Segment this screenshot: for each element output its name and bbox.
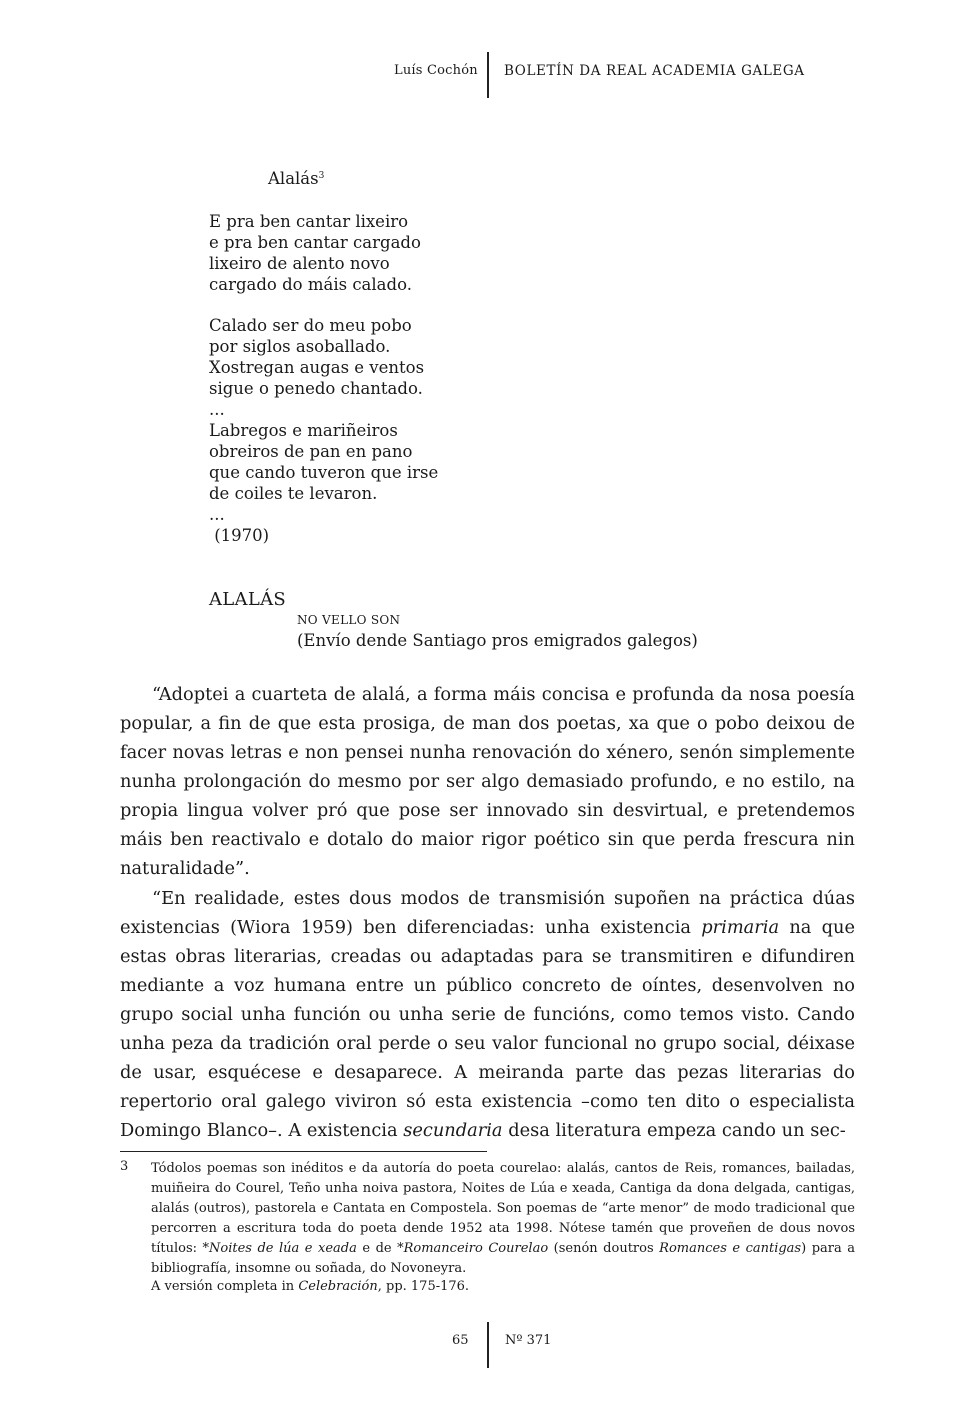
poem-line: que cando tuveron que irse [209,463,439,482]
poem-line: de coiles te levaron. [209,484,378,503]
footnote-divider [120,1151,487,1152]
section-title: ALALÁS [209,589,287,610]
page-number: 65 [452,1333,469,1348]
body-paragraph-2 [120,884,855,1145]
footnote-text-part: ) para a bibliografía, insomne ou soñada, do Novoneyra. [151,1241,855,1276]
poem-date: (1970) [209,526,270,545]
poem-title-text: Alalás [268,169,319,188]
poem-line: sigue o penedo chantado. [209,379,423,398]
poem-line: E pra ben cantar lixeiro [209,212,409,231]
paragraph-text-part: “En realidade, estes dous modos de transmisión supoñen na práctica dúas existencias (Wiora 1959) ben diferenciadas: unha existencia [120,888,855,938]
paragraph-text: “Adoptei a cuarteta de alalá, a forma máis concisa e profunda da nosa poesía popular, a fin de que esta prosiga, de man dos poetas, xa que o pobo deixou de facer novas letras e non pensei nunha renovación do xénero, senón simplemente nunha prolongación do mesmo por ser algo demasiado profundo, e no estilo, na propia lingua volver pró que pose ser innovado sin desvirtual, e pretendemos máis ben reactivalo e dotalo do maior rigor poético sin que perda frescura nin naturalidade”. [120,684,855,879]
footnote-ref: 3 [318,171,325,181]
issue-number: Nº 371 [505,1333,552,1348]
footnote-title-romanceiro: Romanceiro Courelao [403,1241,549,1256]
poem-line: cargado do máis calado. [209,275,412,294]
footer-divider [487,1322,489,1368]
poem-title [268,169,324,188]
paragraph-text-part: na que estas obras literarias, creadas ou adaptadas para se transmitiren e difundiren mediante a voz humana entre un público concreto de oíntes, desenvolven no grupo social unha función ou unha serie de funcións, como temos visto. Cando unha peza da tradición oral perde o seu valor funcional no grupo social, déixase de usar, esquécese e desaparece. A meiranda parte das pezas literarias do repertorio oral galego viviron só esta existencia –como ten dito o especialista Domingo Blanco–. A existencia [120,917,855,1141]
footnote-title-noites: Noites de lúa e xeada [209,1241,357,1256]
footnote-text-part: A versión completa in [151,1279,299,1294]
footnote-number: 3 [120,1159,129,1174]
poem-stanza-1 [209,211,421,295]
poem-line: por siglos asoballado. [209,337,391,356]
poem-line: Calado ser do meu pobo [209,316,412,335]
body-paragraph-1 [120,680,855,883]
footnote-text-part: (senón doutros [548,1241,660,1256]
emphasis-primaria: primaria [701,917,780,938]
poem-line: Xostregan augas e ventos [209,358,425,377]
header-divider [487,52,489,98]
poem-line: lixeiro de alento novo [209,254,390,273]
poem-ellipsis: ... [209,400,225,419]
paragraph-text [120,884,855,1145]
footnote-title-romances: Romances e cantigas [659,1241,802,1256]
poem-line: Labregos e mariñeiros [209,421,398,440]
footnote-source [151,1279,469,1294]
footnote-text-part: Tódolos poemas son inéditos e da autoría do poeta courelao: alalás, cantos de Reis, romances, bailadas, muiñeira do Courel, Teño unha noiva pastora, Noites de Lúa e xeada, Cantiga da dona delgada, cantigas, alalás (outros), pastorela e Cantata en Compostela. Son poemas de “arte menor” de modo tradicional que percorren a escritura toda do poeta dende 1952 ata 1998. Nótese tamén que proveñen de dous novos títulos: * [151,1161,855,1256]
poem-stanza-2 [209,315,438,546]
footnote-text-part: e de * [356,1241,404,1256]
poem-line: obreiros de pan en pano [209,442,413,461]
poem-ellipsis: ... [209,505,225,524]
footnote-text-part: , pp. 175-176. [377,1279,470,1294]
footnote-title-celebracion: Celebración [298,1279,378,1294]
running-header-author: Luís Cochón [394,63,478,78]
running-header-journal: BOLETÍN DA REAL ACADEMIA GALEGA [504,63,805,79]
emphasis-secundaria: secundaria [403,1120,503,1141]
poem-line: e pra ben cantar cargado [209,233,421,252]
section-subtitle: NO VELLO SON [297,613,401,627]
section-dedication: (Envío dende Santiago pros emigrados galegos) [297,631,698,650]
footnote-text [151,1159,855,1279]
paragraph-text-part: desa literatura empeza cando un sec- [502,1120,846,1141]
